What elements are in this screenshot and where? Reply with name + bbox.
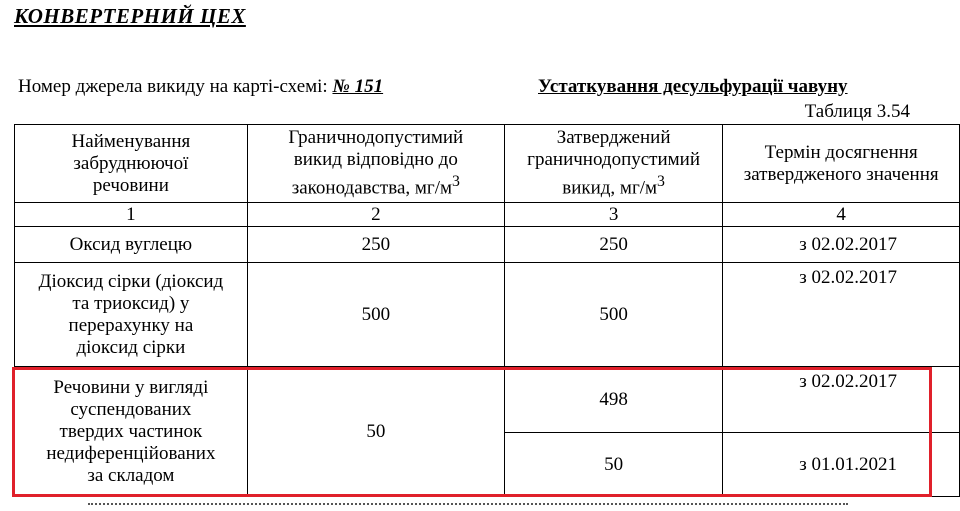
table-row bbox=[15, 263, 960, 367]
cut-off-text-line bbox=[88, 503, 848, 511]
header-limit-by-law: Граничнодопустимий викид відповідно до законодавства, $мг/м^3$ bbox=[247, 125, 504, 203]
approved-limit-cell: 498 bbox=[504, 367, 723, 433]
header-row bbox=[15, 125, 960, 203]
deadline-cell: з 02.02.2017 bbox=[723, 263, 960, 367]
table-row bbox=[15, 227, 960, 263]
substance-cell: Речовини у вигляді суспендованих твердих частинок недиференційованих за складом bbox=[15, 367, 248, 497]
deadline-cell: з 02.02.2017 bbox=[723, 227, 960, 263]
column-number: 3 bbox=[504, 203, 723, 227]
header-deadline: Термін досягнення затвердженого значення bbox=[723, 125, 960, 203]
approved-limit-cell: 500 bbox=[504, 263, 723, 367]
header-approved-limit: Затверджений граничнодопустимий викид, $мг/м^3$ bbox=[504, 125, 723, 203]
substance-cell: Діоксид сірки (діоксид та триоксид) у перерахунку на діоксид сірки bbox=[15, 263, 248, 367]
emissions-table bbox=[14, 124, 960, 497]
limit-by-law-cell: 50 bbox=[247, 367, 504, 497]
limit-by-law-cell: 500 bbox=[247, 263, 504, 367]
source-number-line bbox=[18, 76, 383, 98]
column-number: 4 bbox=[723, 203, 960, 227]
section-title: КОНВЕРТЕРНИЙ ЦЕХ bbox=[14, 4, 246, 28]
substance-cell: Оксид вуглецю bbox=[15, 227, 248, 263]
deadline-cell: з 02.02.2017 bbox=[723, 367, 960, 433]
header-substance: Найменування забруднюючої речовини bbox=[15, 125, 248, 203]
deadline-cell: з 01.01.2021 bbox=[723, 433, 960, 497]
column-numbers-row bbox=[15, 203, 960, 227]
column-number: 1 bbox=[15, 203, 248, 227]
source-number-label: Номер джерела викиду на карті-схемі: bbox=[18, 76, 333, 97]
approved-limit-cell: 250 bbox=[504, 227, 723, 263]
table-row bbox=[15, 367, 960, 433]
approved-limit-cell: 50 bbox=[504, 433, 723, 497]
limit-by-law-cell: 250 bbox=[247, 227, 504, 263]
equipment-title: Устаткування десульфурації чавуну bbox=[538, 76, 848, 97]
column-number: 2 bbox=[247, 203, 504, 227]
table-caption: Таблиця 3.54 bbox=[804, 101, 910, 122]
source-number: № 151 bbox=[332, 76, 384, 97]
